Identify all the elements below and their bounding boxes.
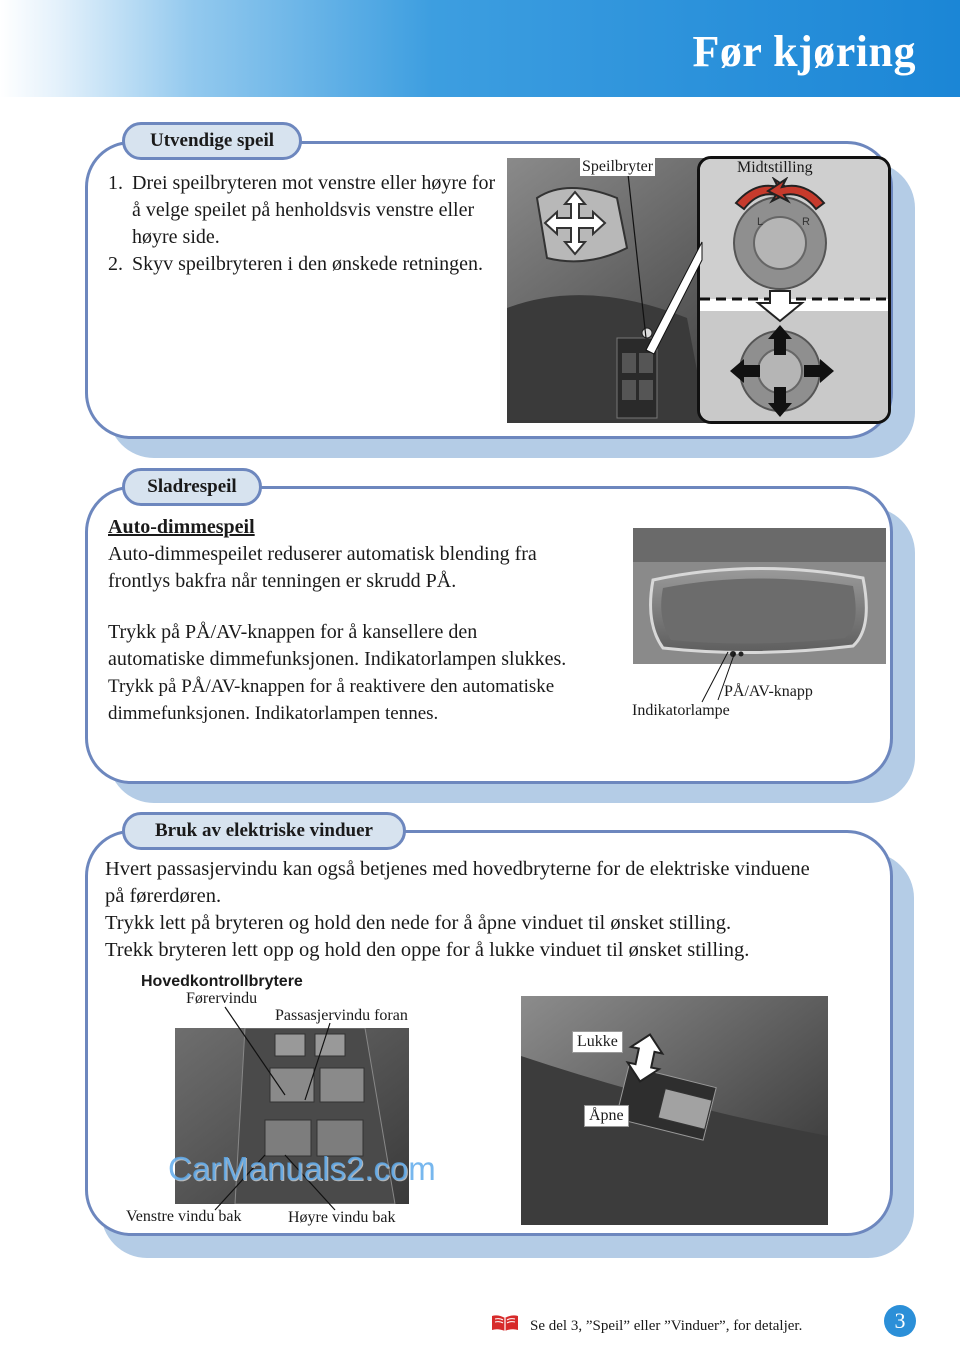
rearview-para-2: Trykk på PÅ/AV-knappen for å kansellere den automatiske dimmefunksjonen. Indikatorlampen slukkes.: [108, 621, 567, 670]
rearview-heading: Auto-dimmespeil: [108, 516, 255, 538]
rearview-para-1: Auto-dimmespeilet reduserer automatisk blending fra frontlys bakfra når tenningen er skrudd PÅ.: [108, 543, 537, 592]
mirrors-tab: Utvendige speil: [122, 122, 302, 160]
window-switch-illustration: [521, 996, 828, 1225]
rearview-para-3: Trykk på PÅ/AV-knappen for å reaktivere den automatiske dimmefunksjonen. Indikatorlampen tennes.: [108, 676, 555, 724]
step-text: Drei speilbryteren mot venstre eller høyre for å velge speilet på henholdsvis venstre eller høyre side.: [132, 172, 496, 248]
switch-zoom-lines: [640, 240, 710, 360]
rearview-pointer-lines: [680, 650, 750, 710]
page-number: 3: [884, 1305, 916, 1337]
step-number: 2.: [108, 253, 123, 275]
rearview-mirror-photo: [633, 528, 886, 664]
right-mark: R: [802, 216, 810, 228]
open-label: Åpne: [584, 1105, 629, 1127]
step-number: 1.: [108, 172, 123, 194]
windows-line-2: Trykk lett på bryteren og hold den nede for å åpne vinduet til ønsket stilling.: [105, 912, 732, 934]
windows-para: Hvert passasjervindu kan også betjenes med hovedbryterne for de elektriske vinduene på førerdøren.: [105, 858, 810, 907]
indicator-lamp-label: Indikatorlampe: [632, 702, 730, 719]
watermark: CarManuals2.com: [168, 1150, 436, 1187]
switch-label: Speilbryter: [582, 158, 654, 175]
driver-window-label: Førervindu: [186, 990, 258, 1007]
switch-detail-inset: [697, 156, 891, 424]
passenger-front-label: Passasjervindu foran: [275, 1007, 408, 1024]
rearview-tab: Sladrespeil: [122, 468, 262, 506]
book-icon: [490, 1314, 520, 1332]
switch-detail-illustration: [700, 159, 891, 424]
windows-tab: Bruk av elektriske vinduer: [122, 812, 406, 850]
rearview-text: [108, 514, 608, 727]
page-title: Før kjøring: [692, 27, 916, 76]
windows-line-3: Trekk bryteren lett opp og hold den oppe for å lukke vinduet til ønsket stilling.: [105, 939, 750, 961]
rearview-mirror-illustration: [633, 528, 886, 664]
rear-left-label: Venstre vindu bak: [126, 1208, 242, 1225]
window-switch-photo: [521, 996, 828, 1225]
center-position-label: Midtstilling: [737, 159, 813, 176]
main-switches-label: Hovedkontrollbrytere: [141, 973, 303, 990]
mirrors-step-1: [108, 170, 498, 251]
footer-reference: Se del 3, ”Speil” eller ”Vinduer”, for detaljer.: [530, 1318, 803, 1334]
left-mark: L: [757, 216, 764, 228]
mirrors-step-2: [108, 251, 498, 278]
rear-right-label: Høyre vindu bak: [288, 1209, 396, 1226]
close-label: Lukke: [572, 1031, 623, 1053]
windows-text: [105, 856, 875, 964]
mirrors-steps: [108, 170, 498, 278]
step-text: Skyv speilbryteren i den ønskede retningen.: [132, 253, 484, 275]
onoff-button-label: PÅ/AV-knapp: [724, 683, 813, 700]
